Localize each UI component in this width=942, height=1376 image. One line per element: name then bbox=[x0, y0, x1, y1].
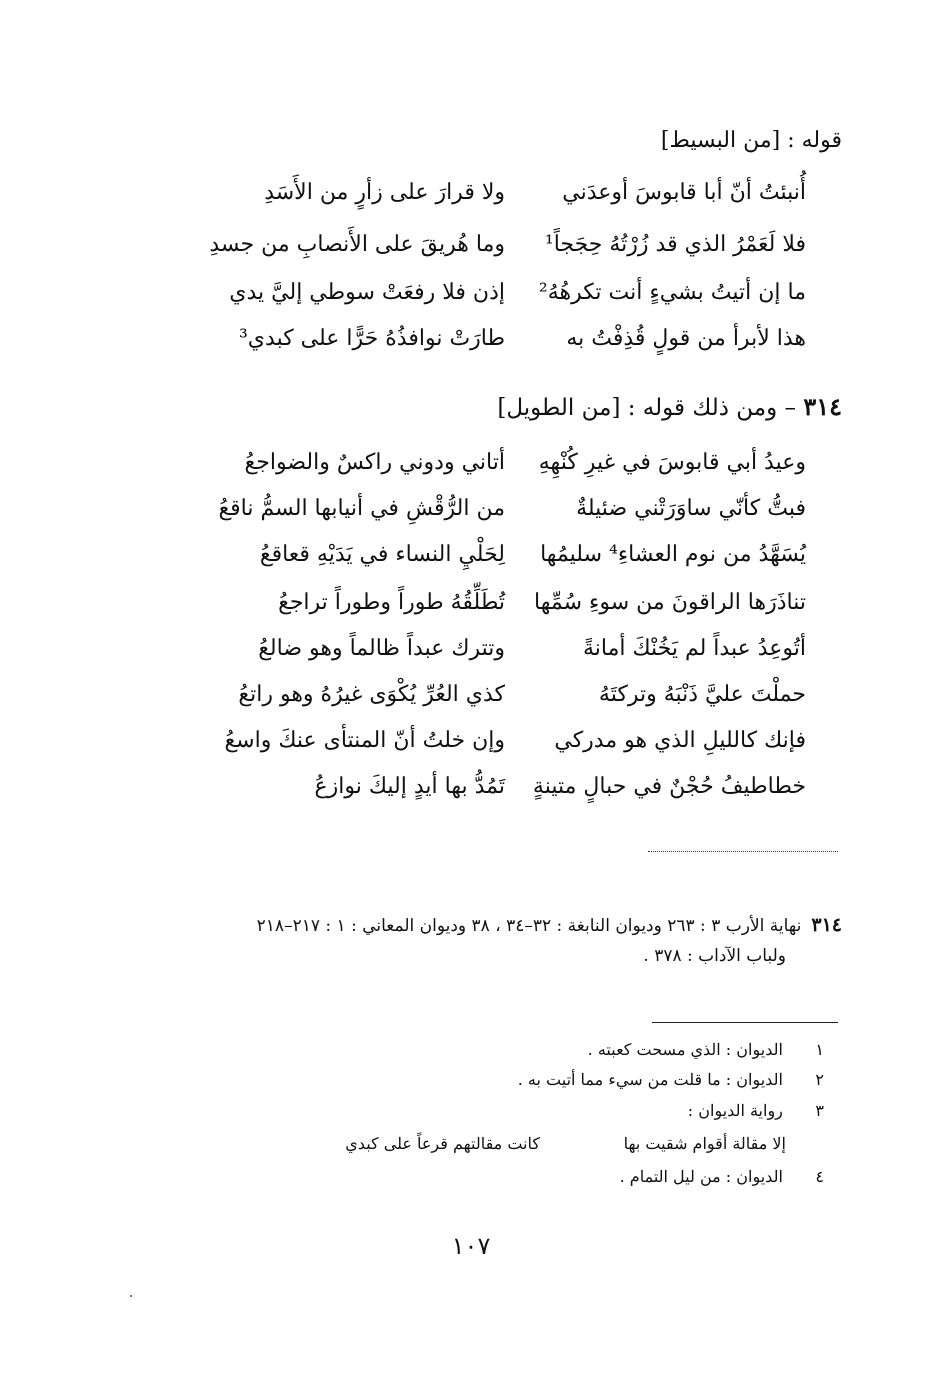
footnote bbox=[588, 1040, 824, 1059]
poem2-hemistich-left: أتاني ودوني راكسٌ والضواجعُ bbox=[244, 450, 505, 475]
footnote-number: ٢ bbox=[815, 1070, 824, 1089]
poem1-hemistich-right: فلا لَعَمْرُ الذي قد زُرْتُهُ حِجَجاً¹ bbox=[544, 232, 806, 257]
footnote-number: ٣ bbox=[815, 1101, 824, 1120]
scan-speck bbox=[130, 1295, 132, 1297]
poem2-hemistich-left: لِحَلْيِ النساء في يَدَيْهِ قعاقعُ bbox=[259, 542, 505, 567]
footnote bbox=[688, 1101, 824, 1120]
footnote-text: رواية الديوان : bbox=[687, 1101, 783, 1120]
poem-intro: قوله : [من البسيط] bbox=[660, 128, 842, 153]
source-line-2: ولباب الآداب : ٣٧٨ . bbox=[643, 946, 786, 966]
poem1-hemistich-right: ما إن أتيتُ بشيءٍ أنت تكرهُهُ² bbox=[538, 280, 806, 305]
poem2-hemistich-left: من الرُّقْشِ في أنيابها السمُّ ناقعُ bbox=[218, 496, 505, 521]
section-heading-text: – ومن ذلك قوله : [من الطويل] bbox=[497, 395, 797, 421]
footnote-text: الديوان : من ليل التمام . bbox=[619, 1167, 783, 1186]
source-line-1: نهاية الأرب ٣ : ٢٦٣ وديوان النابغة : ٣٢–٣٤ ، ٣٨ وديوان المعاني : ١ : ٢١٧–٢١٨ bbox=[256, 916, 802, 936]
poem2-hemistich-right: فبتُّ كأنّي ساوَرَتْني ضئيلةٌ bbox=[576, 496, 806, 521]
footnote-number: ٤ bbox=[815, 1167, 824, 1186]
poem1-hemistich-right: أُنبئتُ أنّ أبا قابوسَ أوعدَني bbox=[562, 180, 806, 205]
poem2-hemistich-left: وتترك عبداً ظالماً وهو ضالعُ bbox=[258, 636, 505, 661]
poem2-hemistich-left: تَمُدُّ بها أيدٍ إليكَ نوازعُ bbox=[314, 774, 505, 799]
footnote bbox=[518, 1070, 824, 1089]
footnote-verse-right: إلا مقالة أقوام شقيت بها bbox=[623, 1134, 786, 1153]
poem2-hemistich-left: وإن خلتُ أنّ المنتأى عنكَ واسعُ bbox=[224, 728, 505, 753]
source-notes bbox=[162, 910, 842, 971]
footnote-rule bbox=[652, 1022, 838, 1023]
page-number: ١٠٧ bbox=[451, 1232, 491, 1260]
poem1-hemistich-left: ولا قرارَ على زأرٍ من الأَسَدِ bbox=[264, 180, 505, 205]
poem1-hemistich-left: إذن فلا رفعَتْ سوطي إليَّ يدي bbox=[229, 280, 505, 305]
poem2-hemistich-left: كذي العُرِّ يُكْوَى غيرُهُ وهو راتعُ bbox=[238, 682, 505, 707]
poem2-hemistich-left: تُطَلِّقُهُ طوراً وطوراً تراجعُ bbox=[278, 590, 505, 615]
poem1-hemistich-right: هذا لأبرأ من قولٍ قُذِفْتُ به bbox=[566, 326, 806, 351]
section-number: ٣١٤ bbox=[803, 392, 842, 421]
source-number: ٣١٤ bbox=[811, 914, 842, 936]
footnote bbox=[620, 1167, 824, 1186]
poem2-hemistich-right: فإنك كالليلِ الذي هو مدركي bbox=[554, 728, 806, 753]
poem2-hemistich-right: يُسَهَّدُ من نوم العشاءِ⁴ سليمُها bbox=[540, 542, 806, 567]
footnote-verse-left: كانت مقالتهم قرعاً على كبدي bbox=[345, 1134, 540, 1153]
section-heading bbox=[497, 392, 842, 421]
poem1-hemistich-left: طارَتْ نوافذُهُ حَرًّا على كبدي³ bbox=[238, 326, 505, 351]
poem2-hemistich-right: وعيدُ أبي قابوسَ في غيرِ كُنْهِهِ bbox=[538, 450, 806, 475]
footnote-text: الديوان : الذي مسحت كعبته . bbox=[587, 1040, 783, 1059]
poem2-hemistich-right: تناذَرَها الراقونَ من سوءِ سُمِّها bbox=[534, 590, 806, 615]
poem2-hemistich-right: حملْتَ عليَّ ذَنْبَهُ وتركتَهُ bbox=[598, 682, 806, 707]
footnote-number: ١ bbox=[815, 1040, 824, 1059]
dotted-separator bbox=[648, 851, 838, 852]
footnote-text: الديوان : ما قلت من سيء مما أتيت به . bbox=[517, 1070, 783, 1089]
poem1-hemistich-left: وما هُريقَ على الأَنصابِ من جسدِ bbox=[209, 232, 505, 257]
poem2-hemistich-right: خطاطيفُ حُجْنٌ في حبالٍ متينةٍ bbox=[532, 774, 806, 799]
poem2-hemistich-right: أتُوعِدُ عبداً لم يَخُنْكَ أمانةً bbox=[582, 636, 806, 661]
